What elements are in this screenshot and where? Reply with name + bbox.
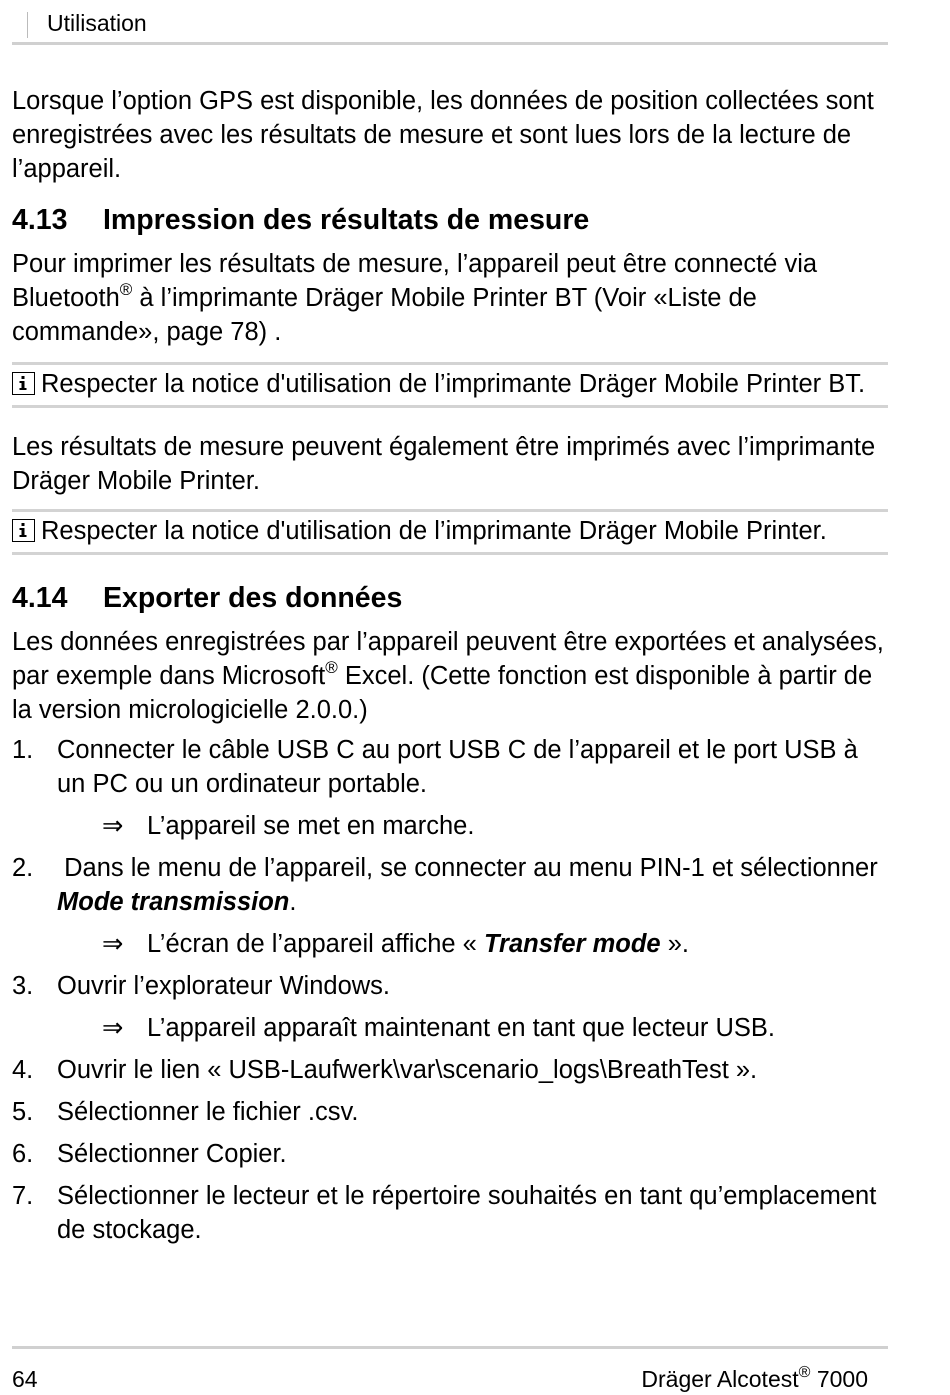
info-icon (12, 519, 35, 542)
info-icon (12, 372, 35, 395)
step-text: Ouvrir le lien « USB-Laufwerk\var\scenario_logs\BreathTest ». (57, 1056, 758, 1084)
page-number: 64 (12, 1366, 38, 1392)
product-name (641, 1365, 868, 1393)
note-text: Respecter la notice d'utilisation de l’imprimante Dräger Mobile Printer. (41, 517, 827, 545)
text-span: à l’imprimante Dräger Mobile Printer BT (Voir «Liste de commande», page 78) . (12, 284, 757, 346)
step-number: 1. (12, 736, 34, 764)
text-span: Les données enregistrées par l’appareil peuvent être exportées et analysées, par exemple dans Microsoft (12, 628, 884, 690)
step-result (57, 1011, 888, 1045)
step-text: Ouvrir l’explorateur Windows. (57, 972, 391, 1000)
result-text: L’appareil apparaît maintenant en tant que lecteur USB. (147, 1014, 775, 1042)
section-414-paragraph (12, 625, 888, 727)
list-item (12, 733, 888, 843)
arrow-right-icon: ⇒ (102, 930, 124, 958)
step-text: Dans le menu de l’appareil, se connecter au menu PIN-1 et sélectionner (57, 854, 885, 882)
list-item (12, 1095, 888, 1129)
info-note (12, 509, 888, 555)
section-413-heading (12, 200, 888, 240)
page-header (12, 6, 888, 45)
section-number: 4.14 (12, 582, 68, 614)
note-text: Respecter la notice d'utilisation de l’imprimante Dräger Mobile Printer BT. (41, 370, 866, 398)
step-text: Sélectionner le lecteur et le répertoire souhaités en tant qu’emplacement de stockage. (57, 1182, 877, 1244)
step-result (57, 927, 888, 961)
step-number: 4. (12, 1056, 34, 1084)
step-number: 3. (12, 972, 34, 1000)
section-number: 4.13 (12, 204, 68, 236)
menu-option-name: Mode transmission (57, 888, 290, 916)
section-title: Impression des résultats de mesure (103, 204, 590, 236)
step-text: . (289, 888, 297, 916)
text-span: 7000 (810, 1366, 868, 1392)
step-text: Sélectionner Copier. (57, 1140, 287, 1168)
section-413-paragraph-2: Les résultats de mesure peuvent également être imprimés avec l’imprimante Dräger Mobile Printer. (12, 433, 876, 495)
list-item (12, 851, 888, 961)
text-span: Excel. (Cette fonction est disponible à partir de la version micrologicielle 2.0.0.) (12, 662, 873, 724)
info-note (12, 362, 888, 408)
export-steps-list (12, 733, 888, 1247)
header-divider (27, 12, 28, 38)
result-text: L’écran de l’appareil affiche « (147, 930, 484, 958)
text-span: Pour imprimer les résultats de mesure, l’appareil peut être connecté via Bluetooth (12, 250, 818, 312)
header-title: Utilisation (47, 10, 147, 36)
section-414-heading (12, 578, 888, 618)
list-item (12, 1179, 888, 1247)
screen-text: Transfer mode (483, 930, 661, 958)
registered-mark: ® (119, 280, 133, 299)
registered-mark: ® (325, 658, 338, 677)
arrow-right-icon: ⇒ (102, 1014, 124, 1042)
registered-mark: ® (798, 1364, 811, 1381)
step-text: Sélectionner le fichier .csv. (57, 1098, 359, 1126)
intro-paragraph: Lorsque l’option GPS est disponible, les données de position collectées sont enregistrées avec les résultats de mesure et sont lues lors de la lecture de l’appareil. (12, 87, 874, 183)
page-footer (12, 1346, 888, 1395)
step-number: 7. (12, 1182, 34, 1210)
step-text: Connecter le câble USB C au port USB C de l’appareil et le port USB à un PC ou un ordinateur portable. (57, 736, 858, 798)
text-span: Dräger Alcotest (641, 1366, 799, 1392)
list-item (12, 969, 888, 1045)
list-item (12, 1137, 888, 1171)
section-title: Exporter des données (103, 582, 403, 614)
list-item (12, 1053, 888, 1087)
result-text: L’appareil se met en marche. (147, 812, 475, 840)
step-number: 6. (12, 1140, 34, 1168)
step-number: 5. (12, 1098, 34, 1126)
result-text: ». (660, 930, 689, 958)
section-413-paragraph (12, 247, 888, 349)
arrow-right-icon: ⇒ (102, 812, 124, 840)
step-result (57, 809, 888, 843)
page-content (12, 84, 888, 1255)
step-number: 2. (12, 854, 34, 882)
